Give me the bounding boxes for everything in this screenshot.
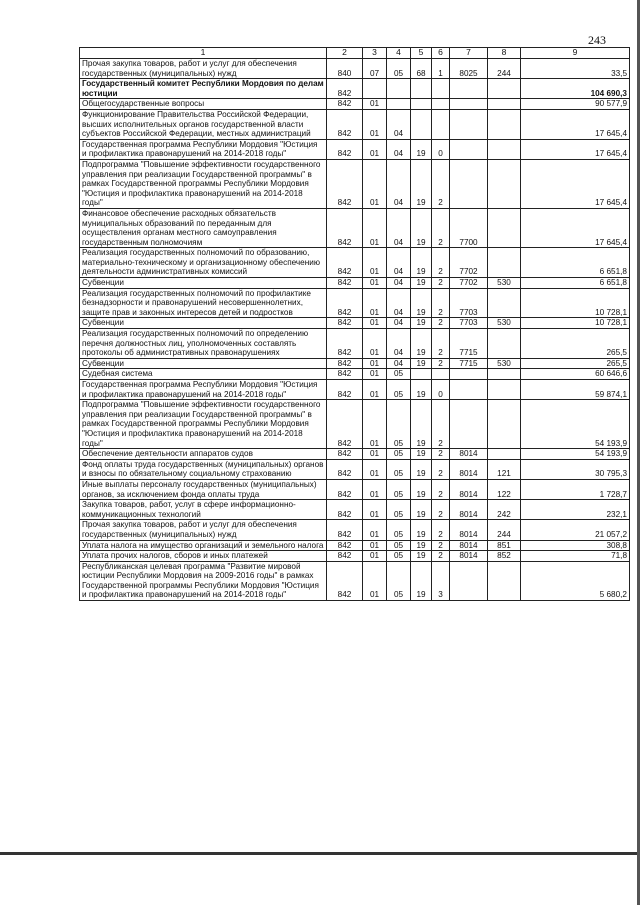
cell-code: 842 — [327, 109, 363, 139]
table-row — [80, 59, 630, 79]
budget-table — [79, 47, 630, 601]
cell-expense-type — [488, 79, 521, 99]
cell-section: 01 — [363, 551, 387, 562]
cell-amount: 17 645,4 — [521, 139, 630, 159]
cell-code: 842 — [327, 561, 363, 600]
cell-amount: 6 651,8 — [521, 248, 630, 278]
cell-target — [450, 99, 488, 110]
cell-section — [363, 79, 387, 99]
cell-program: 19 — [411, 288, 432, 318]
cell-amount: 54 193,9 — [521, 449, 630, 460]
cell-expense-type — [488, 109, 521, 139]
row-name: Подпрограмма "Повышение эффективности государственного управления при реализации Государственной программы" в рамках Государственной программы Республики Мордовия "Юстиция и профилактика правонарушений на 2014-2018 годы" — [80, 400, 327, 449]
cell-section: 01 — [363, 500, 387, 520]
row-name: Уплата прочих налогов, сборов и иных платежей — [80, 551, 327, 562]
cell-code: 842 — [327, 380, 363, 400]
cell-section: 01 — [363, 109, 387, 139]
row-name: Республиканская целевая программа "Развитие мировой юстиции Республики Мордовия на 2009-2016 годы" в рамках Государственной программы Республики Мордовия "Юстиция и профилактика правонарушений на 2014-2018 годы" — [80, 561, 327, 600]
cell-code: 842 — [327, 540, 363, 551]
cell-code: 842 — [327, 288, 363, 318]
cell-expense-type: 530 — [488, 358, 521, 369]
cell-program: 19 — [411, 400, 432, 449]
row-name: Уплата налога на имущество организаций и земельного налога — [80, 540, 327, 551]
cell-expense-type — [488, 369, 521, 380]
cell-target — [450, 139, 488, 159]
col-header: 4 — [387, 48, 411, 59]
table-row — [80, 329, 630, 359]
row-name: Государственная программа Республики Мордовия "Юстиция и профилактика правонарушений на 2014-2018 годы" — [80, 380, 327, 400]
cell-program: 19 — [411, 278, 432, 289]
cell-target: 8014 — [450, 551, 488, 562]
cell-program: 19 — [411, 479, 432, 499]
cell-program: 19 — [411, 540, 432, 551]
table-row — [80, 79, 630, 99]
cell-target: 7703 — [450, 318, 488, 329]
row-name: Прочая закупка товаров, работ и услуг для обеспечения государственных (муниципальных) нужд — [80, 59, 327, 79]
col-header: 6 — [432, 48, 450, 59]
row-name: Общегосударственные вопросы — [80, 99, 327, 110]
cell-subsection: 04 — [387, 208, 411, 247]
cell-expense-type: 122 — [488, 479, 521, 499]
cell-section: 01 — [363, 561, 387, 600]
table-row — [80, 318, 630, 329]
cell-code: 842 — [327, 159, 363, 208]
cell-target — [450, 561, 488, 600]
row-name: Реализация государственных полномочий по профилактике безнадзорности и правонарушений несовершеннолетних, защите прав и законных интересов детей и подростков — [80, 288, 327, 318]
cell-amount: 265,5 — [521, 358, 630, 369]
cell-target — [450, 79, 488, 99]
cell-subprogram: 2 — [432, 159, 450, 208]
cell-subsection: 05 — [387, 561, 411, 600]
cell-subprogram: 2 — [432, 551, 450, 562]
cell-amount: 6 651,8 — [521, 278, 630, 289]
col-header: 9 — [521, 48, 630, 59]
cell-amount: 10 728,1 — [521, 288, 630, 318]
cell-amount: 232,1 — [521, 500, 630, 520]
cell-subsection: 05 — [387, 479, 411, 499]
cell-subprogram — [432, 99, 450, 110]
cell-subprogram: 3 — [432, 561, 450, 600]
cell-subsection: 04 — [387, 139, 411, 159]
table-row — [80, 358, 630, 369]
cell-amount: 33,5 — [521, 59, 630, 79]
cell-section: 01 — [363, 99, 387, 110]
cell-target: 7702 — [450, 248, 488, 278]
row-name: Реализация государственных полномочий по образованию, материально-техническому и организационному обеспечению деятельности административных комиссий — [80, 248, 327, 278]
cell-target: 8025 — [450, 59, 488, 79]
cell-section: 07 — [363, 59, 387, 79]
cell-expense-type — [488, 561, 521, 600]
table-row — [80, 248, 630, 278]
cell-code: 842 — [327, 358, 363, 369]
cell-amount: 10 728,1 — [521, 318, 630, 329]
cell-subprogram: 2 — [432, 329, 450, 359]
cell-subprogram: 0 — [432, 380, 450, 400]
cell-program: 19 — [411, 520, 432, 540]
cell-program: 19 — [411, 380, 432, 400]
row-name: Обеспечение деятельности аппаратов судов — [80, 449, 327, 460]
cell-code: 842 — [327, 459, 363, 479]
cell-expense-type — [488, 248, 521, 278]
cell-program: 19 — [411, 139, 432, 159]
cell-program: 19 — [411, 358, 432, 369]
cell-target: 7702 — [450, 278, 488, 289]
cell-code: 842 — [327, 369, 363, 380]
cell-section: 01 — [363, 248, 387, 278]
cell-subsection: 04 — [387, 358, 411, 369]
cell-subsection: 04 — [387, 109, 411, 139]
row-name: Финансовое обеспечение расходных обязательств муниципальных образований по переданным для осуществления органам местного самоуправления государственным полномочиям — [80, 208, 327, 247]
cell-section: 01 — [363, 380, 387, 400]
cell-subprogram: 2 — [432, 318, 450, 329]
cell-amount: 265,5 — [521, 329, 630, 359]
cell-target: 8014 — [450, 540, 488, 551]
cell-subsection: 04 — [387, 248, 411, 278]
cell-subsection: 05 — [387, 520, 411, 540]
table-row — [80, 459, 630, 479]
cell-subprogram: 2 — [432, 479, 450, 499]
col-header: 3 — [363, 48, 387, 59]
cell-expense-type: 530 — [488, 318, 521, 329]
cell-program — [411, 79, 432, 99]
cell-amount: 5 680,2 — [521, 561, 630, 600]
cell-amount: 17 645,4 — [521, 159, 630, 208]
table-row — [80, 540, 630, 551]
cell-amount: 30 795,3 — [521, 459, 630, 479]
row-name: Государственный комитет Республики Мордовия по делам юстиции — [80, 79, 327, 99]
cell-subsection: 05 — [387, 59, 411, 79]
cell-expense-type: 530 — [488, 278, 521, 289]
header-row — [80, 48, 630, 59]
cell-program — [411, 369, 432, 380]
cell-expense-type: 244 — [488, 59, 521, 79]
cell-program: 19 — [411, 551, 432, 562]
cell-program: 19 — [411, 329, 432, 359]
cell-target: 8014 — [450, 479, 488, 499]
table-row — [80, 449, 630, 460]
table-row — [80, 369, 630, 380]
cell-subprogram: 2 — [432, 248, 450, 278]
cell-subprogram: 2 — [432, 500, 450, 520]
cell-amount: 17 645,4 — [521, 109, 630, 139]
cell-section: 01 — [363, 139, 387, 159]
cell-program: 68 — [411, 59, 432, 79]
cell-subprogram — [432, 369, 450, 380]
cell-subprogram: 2 — [432, 449, 450, 460]
table-row — [80, 520, 630, 540]
cell-subsection: 05 — [387, 540, 411, 551]
cell-section: 01 — [363, 520, 387, 540]
cell-subsection: 05 — [387, 400, 411, 449]
cell-expense-type: 121 — [488, 459, 521, 479]
cell-code: 842 — [327, 139, 363, 159]
cell-section: 01 — [363, 208, 387, 247]
row-name: Подпрограмма "Повышение эффективности государственного управления при реализации Государственной программы" в рамках Государственной программы Республики Мордовия "Юстиция и профилактика правонарушений на 2014-2018 годы" — [80, 159, 327, 208]
cell-program: 19 — [411, 248, 432, 278]
cell-program: 19 — [411, 449, 432, 460]
row-name: Субвенции — [80, 358, 327, 369]
cell-code: 842 — [327, 520, 363, 540]
cell-expense-type — [488, 400, 521, 449]
cell-subsection: 04 — [387, 159, 411, 208]
cell-amount: 308,8 — [521, 540, 630, 551]
cell-expense-type — [488, 449, 521, 460]
col-header: 5 — [411, 48, 432, 59]
cell-target: 7700 — [450, 208, 488, 247]
cell-section: 01 — [363, 358, 387, 369]
table-row — [80, 561, 630, 600]
cell-target: 8014 — [450, 500, 488, 520]
cell-target — [450, 109, 488, 139]
row-name: Судебная система — [80, 369, 327, 380]
cell-program: 19 — [411, 459, 432, 479]
cell-code: 842 — [327, 551, 363, 562]
table-row — [80, 99, 630, 110]
cell-subsection: 05 — [387, 500, 411, 520]
cell-section: 01 — [363, 479, 387, 499]
cell-code: 842 — [327, 479, 363, 499]
cell-code: 842 — [327, 99, 363, 110]
table-row — [80, 400, 630, 449]
cell-expense-type — [488, 139, 521, 159]
cell-program: 19 — [411, 208, 432, 247]
cell-section: 01 — [363, 369, 387, 380]
cell-expense-type — [488, 208, 521, 247]
cell-target: 8014 — [450, 520, 488, 540]
cell-expense-type: 852 — [488, 551, 521, 562]
col-header: 1 — [80, 48, 327, 59]
cell-code: 842 — [327, 278, 363, 289]
col-header: 7 — [450, 48, 488, 59]
table-row — [80, 500, 630, 520]
cell-code: 842 — [327, 449, 363, 460]
cell-code: 842 — [327, 208, 363, 247]
table-row — [80, 288, 630, 318]
cell-amount: 90 577,9 — [521, 99, 630, 110]
cell-code: 842 — [327, 500, 363, 520]
row-name: Фонд оплаты труда государственных (муниципальных) органов и взносы по обязательному социальному страхованию — [80, 459, 327, 479]
cell-subprogram: 2 — [432, 208, 450, 247]
table-row — [80, 551, 630, 562]
cell-subsection: 04 — [387, 288, 411, 318]
cell-subsection: 04 — [387, 278, 411, 289]
cell-subprogram: 2 — [432, 278, 450, 289]
cell-section: 01 — [363, 288, 387, 318]
cell-subsection: 05 — [387, 459, 411, 479]
cell-subsection: 04 — [387, 329, 411, 359]
cell-subsection: 05 — [387, 551, 411, 562]
cell-subprogram: 2 — [432, 358, 450, 369]
cell-program: 19 — [411, 561, 432, 600]
row-name: Закупка товаров, работ, услуг в сфере информационно-коммуникационных технологий — [80, 500, 327, 520]
cell-section: 01 — [363, 329, 387, 359]
cell-target: 7715 — [450, 329, 488, 359]
cell-section: 01 — [363, 540, 387, 551]
cell-code: 842 — [327, 400, 363, 449]
cell-amount: 60 646,6 — [521, 369, 630, 380]
cell-program — [411, 99, 432, 110]
cell-amount: 59 874,1 — [521, 380, 630, 400]
cell-expense-type: 851 — [488, 540, 521, 551]
cell-target: 8014 — [450, 459, 488, 479]
page-number: 243 — [588, 33, 606, 47]
cell-amount: 1 728,7 — [521, 479, 630, 499]
row-name: Субвенции — [80, 318, 327, 329]
cell-program: 19 — [411, 159, 432, 208]
cell-subprogram — [432, 109, 450, 139]
cell-subsection — [387, 79, 411, 99]
cell-amount: 17 645,4 — [521, 208, 630, 247]
cell-subprogram: 2 — [432, 288, 450, 318]
row-name: Иные выплаты персоналу государственных (муниципальных) органов, за исключением фонда оплаты труда — [80, 479, 327, 499]
cell-section: 01 — [363, 159, 387, 208]
cell-expense-type — [488, 159, 521, 208]
cell-subsection: 05 — [387, 369, 411, 380]
cell-subprogram: 2 — [432, 540, 450, 551]
table-row — [80, 479, 630, 499]
cell-program: 19 — [411, 318, 432, 329]
table-row — [80, 208, 630, 247]
cell-section: 01 — [363, 449, 387, 460]
cell-subsection: 04 — [387, 318, 411, 329]
cell-target — [450, 159, 488, 208]
cell-section: 01 — [363, 400, 387, 449]
table-row — [80, 139, 630, 159]
cell-amount: 104 690,3 — [521, 79, 630, 99]
bottom-rule — [0, 852, 640, 855]
cell-section: 01 — [363, 318, 387, 329]
table-row — [80, 380, 630, 400]
row-name: Функционирование Правительства Российской Федерации, высших исполнительных органов государственной власти субъектов Российской Федерации, местных администраций — [80, 109, 327, 139]
row-name: Государственная программа Республики Мордовия "Юстиция и профилактика правонарушений на 2014-2018 годы" — [80, 139, 327, 159]
cell-code: 842 — [327, 248, 363, 278]
cell-code: 842 — [327, 329, 363, 359]
cell-subprogram — [432, 79, 450, 99]
cell-expense-type: 242 — [488, 500, 521, 520]
cell-program — [411, 109, 432, 139]
cell-subprogram: 2 — [432, 400, 450, 449]
cell-amount: 21 057,2 — [521, 520, 630, 540]
cell-subprogram: 1 — [432, 59, 450, 79]
cell-section: 01 — [363, 459, 387, 479]
cell-subprogram: 2 — [432, 520, 450, 540]
cell-target: 7715 — [450, 358, 488, 369]
row-name: Субвенции — [80, 278, 327, 289]
cell-expense-type — [488, 329, 521, 359]
cell-subprogram: 2 — [432, 459, 450, 479]
cell-amount: 54 193,9 — [521, 400, 630, 449]
cell-program: 19 — [411, 500, 432, 520]
cell-subsection — [387, 99, 411, 110]
cell-code: 842 — [327, 79, 363, 99]
table-row — [80, 109, 630, 139]
cell-subsection: 05 — [387, 380, 411, 400]
cell-section: 01 — [363, 278, 387, 289]
cell-target — [450, 380, 488, 400]
cell-target: 7703 — [450, 288, 488, 318]
cell-expense-type — [488, 288, 521, 318]
table-row — [80, 278, 630, 289]
col-header: 8 — [488, 48, 521, 59]
row-name: Реализация государственных полномочий по определению перечня должностных лиц, уполномоченных составлять протоколы об административных правонарушениях — [80, 329, 327, 359]
table-row — [80, 159, 630, 208]
cell-code: 840 — [327, 59, 363, 79]
cell-target: 8014 — [450, 449, 488, 460]
cell-expense-type — [488, 380, 521, 400]
cell-expense-type: 244 — [488, 520, 521, 540]
row-name: Прочая закупка товаров, работ и услуг для обеспечения государственных (муниципальных) нужд — [80, 520, 327, 540]
cell-code: 842 — [327, 318, 363, 329]
cell-expense-type — [488, 99, 521, 110]
col-header: 2 — [327, 48, 363, 59]
cell-target — [450, 369, 488, 380]
cell-amount: 71,8 — [521, 551, 630, 562]
cell-target — [450, 400, 488, 449]
cell-subprogram: 0 — [432, 139, 450, 159]
cell-subsection: 05 — [387, 449, 411, 460]
